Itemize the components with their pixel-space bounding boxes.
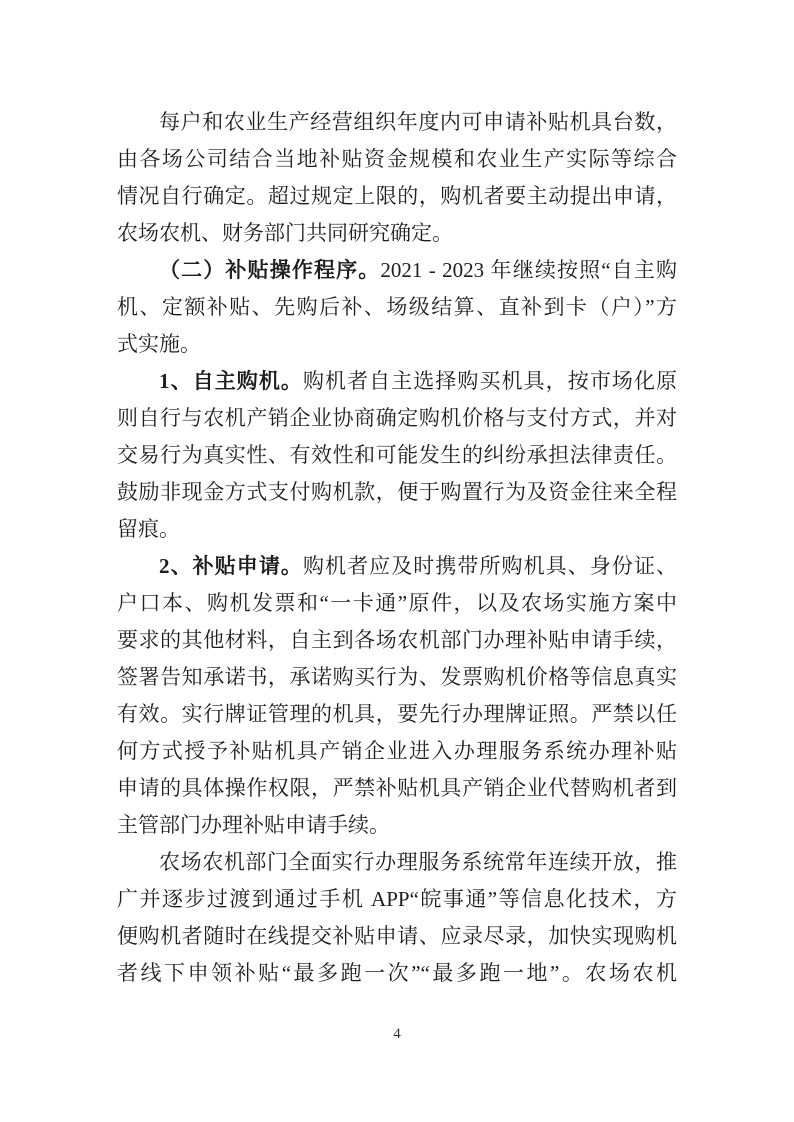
text-line [117,326,677,363]
text-line [117,437,677,474]
line-text: 便购机者随时在线提交补贴申请、应录尽录，加快实现购机 [117,924,677,948]
line-text: 户口本、购机发票和“一卡通”原件，以及农场实施方案中 [117,591,677,615]
text-line [117,585,677,622]
text-line [117,511,677,548]
document-text-block [117,104,677,992]
item-heading-bold: 1、自主购机。 [159,369,303,393]
text-line [117,363,677,400]
text-line [117,141,677,178]
text-line [117,918,677,955]
text-line [117,733,677,770]
text-line [117,881,677,918]
line-text: 机、定额补贴、先购后补、场级结算、直补到卡（户）”方 [117,295,677,319]
text-line [117,659,677,696]
line-text: 式实施。 [117,332,201,356]
line-text: 农场农机部门全面实行办理服务系统常年连续开放，推 [159,850,677,874]
text-line [117,844,677,881]
line-text: 购机者自主选择购买机具，按市场化原 [302,369,678,393]
line-text: 2021 - 2023 年继续按照“自主购 [380,258,677,282]
item-heading-bold: 2、补贴申请。 [159,554,303,578]
text-line [117,807,677,844]
line-text: 要求的其他材料，自主到各场农机部门办理补贴申请手续， [117,628,677,652]
text-line [117,289,677,326]
line-text: 何方式授予补贴机具产销企业进入办理服务系统办理补贴 [117,739,677,763]
text-line [117,622,677,659]
text-line [117,474,677,511]
line-text: 则自行与农机产销企业协商确定购机价格与支付方式，并对 [117,406,677,430]
text-line [117,178,677,215]
line-text: 广并逐步过渡到通过手机 APP“皖事通”等信息化技术，方 [117,887,677,911]
line-text: 签署告知承诺书，承诺购买行为、发票购机价格等信息真实 [117,665,677,689]
line-text: 由各场公司结合当地补贴资金规模和农业生产实际等综合 [117,147,677,171]
section-heading-bold: （二）补贴操作程序。 [159,258,381,282]
line-text: 者线下申领补贴“最多跑一次”“最多跑一地”。农场农机 [117,961,677,985]
line-text: 有效。实行牌证管理的机具，要先行办理牌证照。严禁以任 [117,702,677,726]
line-text: 情况自行确定。超过规定上限的，购机者要主动提出申请， [117,184,677,208]
line-text: 交易行为真实性、有效性和可能发生的纠纷承担法律责任。 [117,443,677,467]
page-number: 4 [393,1026,401,1042]
text-line [117,400,677,437]
text-line [117,215,677,252]
text-line [117,955,677,992]
text-line [117,252,677,289]
line-text: 主管部门办理补贴申请手续。 [117,813,390,837]
text-line [117,548,677,585]
line-text: 农场农机、财务部门共同研究确定。 [117,221,453,245]
line-text: 购机者应及时携带所购机具、身份证、 [302,554,678,578]
line-text: 每户和农业生产经营组织年度内可申请补贴机具台数， [159,110,677,134]
line-text: 留痕。 [117,517,180,541]
text-line [117,770,677,807]
text-line [117,696,677,733]
line-text: 鼓励非现金方式支付购机款，便于购置行为及资金往来全程 [117,480,677,504]
line-text: 申请的具体操作权限，严禁补贴机具产销企业代替购机者到 [117,776,677,800]
text-line [117,104,677,141]
